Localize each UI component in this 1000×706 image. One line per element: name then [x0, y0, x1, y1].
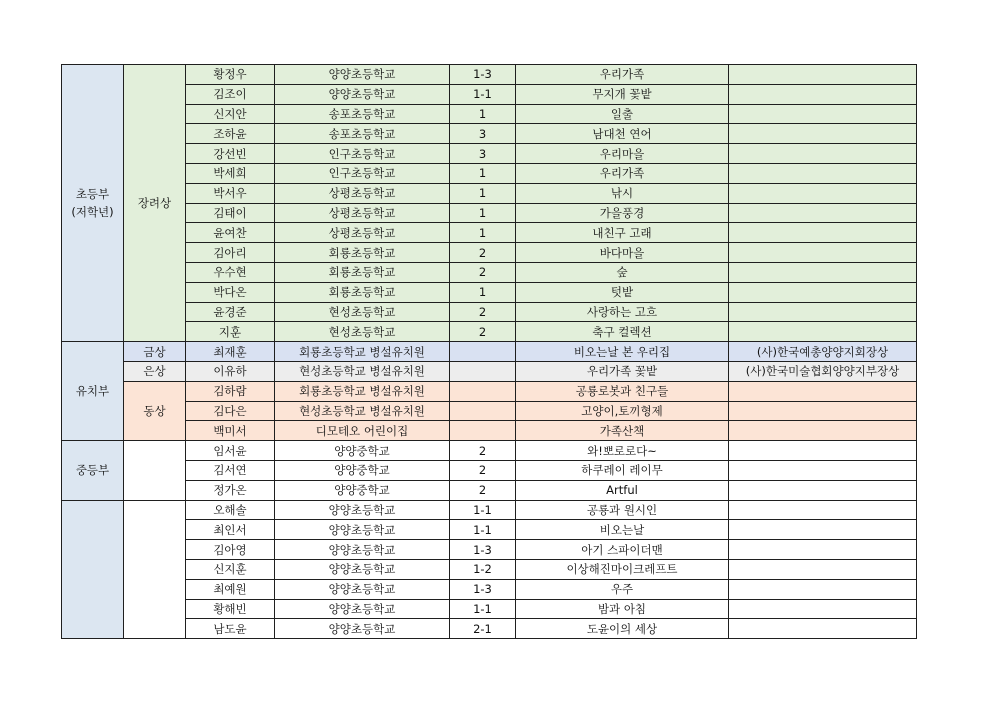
name-cell: 강선빈: [186, 144, 275, 164]
name-cell: 김다은: [186, 401, 275, 421]
school-cell: 양양중학교: [275, 480, 450, 500]
table-row: [62, 124, 917, 144]
name-cell: 이유하: [186, 361, 275, 381]
title-cell: 사랑하는 고흐: [516, 302, 729, 322]
title-cell: 와!뽀로로다~: [516, 441, 729, 461]
award-label: 금상: [143, 344, 166, 359]
name-cell: 박세희: [186, 163, 275, 183]
grade-cell: 1-3: [450, 540, 516, 560]
school-cell: 양양초등학교: [275, 579, 450, 599]
school-cell: 송포초등학교: [275, 124, 450, 144]
table-row: [62, 322, 917, 342]
division-cell-unlabeled: [62, 500, 124, 639]
title-cell: 우리가족: [516, 65, 729, 85]
grade-cell: [450, 421, 516, 441]
school-cell: 회룡초등학교: [275, 282, 450, 302]
school-cell: 양양초등학교: [275, 500, 450, 520]
division-cell-kindergarten: [62, 342, 124, 441]
name-cell: 최예원: [186, 579, 275, 599]
name-cell: 김아영: [186, 540, 275, 560]
award-cell-silver: [124, 361, 186, 381]
note-cell: [729, 421, 917, 441]
table-row: [62, 520, 917, 540]
table-row: [62, 302, 917, 322]
grade-cell: 1: [450, 183, 516, 203]
school-cell: 인구초등학교: [275, 144, 450, 164]
title-cell: 우주: [516, 579, 729, 599]
name-cell: 임서윤: [186, 441, 275, 461]
grade-cell: 1-2: [450, 559, 516, 579]
table-row: [62, 342, 917, 362]
note-cell: [729, 559, 917, 579]
title-cell: 비오는날: [516, 520, 729, 540]
school-cell: 현성초등학교 병설유치원: [275, 361, 450, 381]
title-cell: 밤과 아침: [516, 599, 729, 619]
title-cell: 비오는날 본 우리집: [516, 342, 729, 362]
school-cell: 상평초등학교: [275, 203, 450, 223]
note-cell: [729, 401, 917, 421]
grade-cell: 2: [450, 460, 516, 480]
grade-cell: 2: [450, 302, 516, 322]
school-cell: 회룡초등학교: [275, 243, 450, 263]
note-cell: [729, 124, 917, 144]
table-row: [62, 361, 917, 381]
school-cell: 양양초등학교: [275, 520, 450, 540]
name-cell: 박서우: [186, 183, 275, 203]
name-cell: 김조이: [186, 84, 275, 104]
grade-cell: [450, 401, 516, 421]
note-cell: [729, 480, 917, 500]
table-row: [62, 282, 917, 302]
name-cell: 지훈: [186, 322, 275, 342]
name-cell: 김태이: [186, 203, 275, 223]
title-cell: 일출: [516, 104, 729, 124]
school-cell: 송포초등학교: [275, 104, 450, 124]
school-cell: 양양초등학교: [275, 84, 450, 104]
school-cell: 인구초등학교: [275, 163, 450, 183]
school-cell: 디모테오 어린이집: [275, 421, 450, 441]
table-row: [62, 480, 917, 500]
name-cell: 최재훈: [186, 342, 275, 362]
note-cell: [729, 302, 917, 322]
grade-cell: 2: [450, 243, 516, 263]
division-sublabel: (저학년): [71, 205, 114, 220]
grade-cell: 1-1: [450, 520, 516, 540]
school-cell: 양양중학교: [275, 441, 450, 461]
title-cell: 공룡과 원시인: [516, 500, 729, 520]
division-label: 중등부: [75, 463, 110, 478]
table-row: [62, 163, 917, 183]
grade-cell: [450, 342, 516, 362]
name-cell: 신지안: [186, 104, 275, 124]
school-cell: 양양초등학교: [275, 65, 450, 85]
title-cell: 남대천 연어: [516, 124, 729, 144]
table-row: [62, 599, 917, 619]
school-cell: 회룡초등학교 병설유치원: [275, 342, 450, 362]
grade-cell: 2: [450, 441, 516, 461]
division-label: 유치부: [75, 384, 110, 399]
table-row: [62, 460, 917, 480]
division-label: 초등부: [75, 187, 110, 202]
table-row: [62, 223, 917, 243]
title-cell: 가을풍경: [516, 203, 729, 223]
awards-table: [61, 64, 917, 639]
note-cell: [729, 65, 917, 85]
name-cell: 오해솔: [186, 500, 275, 520]
title-cell: 바다마을: [516, 243, 729, 263]
school-cell: 회룡초등학교: [275, 262, 450, 282]
title-cell: 이상해진마이크레프트: [516, 559, 729, 579]
title-cell: 가족산책: [516, 421, 729, 441]
grade-cell: 1-1: [450, 84, 516, 104]
school-cell: 양양초등학교: [275, 540, 450, 560]
note-cell: [729, 183, 917, 203]
award-cell-bronze: [124, 381, 186, 440]
note-cell: [729, 441, 917, 461]
grade-cell: 1-3: [450, 65, 516, 85]
name-cell: 우수현: [186, 262, 275, 282]
title-cell: 하쿠레이 레이무: [516, 460, 729, 480]
school-cell: 상평초등학교: [275, 223, 450, 243]
note-cell: [729, 460, 917, 480]
school-cell: 양양중학교: [275, 460, 450, 480]
grade-cell: 2: [450, 262, 516, 282]
name-cell: 신지훈: [186, 559, 275, 579]
grade-cell: 1: [450, 163, 516, 183]
table-row: [62, 183, 917, 203]
name-cell: 정가온: [186, 480, 275, 500]
table-row: [62, 84, 917, 104]
school-cell: 회룡초등학교 병설유치원: [275, 381, 450, 401]
note-cell: [729, 322, 917, 342]
award-label: 동상: [143, 403, 166, 418]
name-cell: 최인서: [186, 520, 275, 540]
note-cell: [729, 144, 917, 164]
title-cell: 무지개 꽃밭: [516, 84, 729, 104]
award-cell-empty: [124, 441, 186, 500]
table-row: [62, 381, 917, 401]
name-cell: 백미서: [186, 421, 275, 441]
table-row: [62, 500, 917, 520]
name-cell: 조하윤: [186, 124, 275, 144]
note-cell: [729, 520, 917, 540]
note-cell: [729, 282, 917, 302]
name-cell: 윤여찬: [186, 223, 275, 243]
title-cell: 고양이,토끼형제: [516, 401, 729, 421]
school-cell: 현성초등학교: [275, 322, 450, 342]
note-cell: [729, 84, 917, 104]
name-cell: 윤경준: [186, 302, 275, 322]
name-cell: 김아리: [186, 243, 275, 263]
table-row: [62, 421, 917, 441]
note-cell: [729, 579, 917, 599]
name-cell: 김서연: [186, 460, 275, 480]
table-row: [62, 579, 917, 599]
title-cell: 우리마을: [516, 144, 729, 164]
grade-cell: 1-1: [450, 500, 516, 520]
grade-cell: 1: [450, 203, 516, 223]
table-row: [62, 144, 917, 164]
title-cell: 내친구 고래: [516, 223, 729, 243]
note-cell: [729, 540, 917, 560]
note-cell: [729, 223, 917, 243]
table-row: [62, 203, 917, 223]
school-cell: 현성초등학교 병설유치원: [275, 401, 450, 421]
grade-cell: 1: [450, 282, 516, 302]
title-cell: 우리가족: [516, 163, 729, 183]
title-cell: 텃밭: [516, 282, 729, 302]
note-cell: [729, 203, 917, 223]
table-row: [62, 441, 917, 461]
grade-cell: [450, 361, 516, 381]
table-row: [62, 262, 917, 282]
grade-cell: 1: [450, 223, 516, 243]
award-cell-encouragement: [124, 65, 186, 342]
note-cell: [729, 381, 917, 401]
note-cell: [729, 599, 917, 619]
table-row: [62, 540, 917, 560]
school-cell: 현성초등학교: [275, 302, 450, 322]
note-cell: [729, 104, 917, 124]
name-cell: 남도윤: [186, 619, 275, 639]
name-cell: 박다온: [186, 282, 275, 302]
title-cell: 도윤이의 세상: [516, 619, 729, 639]
school-cell: 양양초등학교: [275, 559, 450, 579]
table-row: [62, 559, 917, 579]
table-row: [62, 619, 917, 639]
title-cell: Artful: [516, 480, 729, 500]
title-cell: 숲: [516, 262, 729, 282]
note-cell: [729, 163, 917, 183]
title-cell: 우리가족 꽃밭: [516, 361, 729, 381]
grade-cell: 3: [450, 124, 516, 144]
title-cell: 축구 컬렉션: [516, 322, 729, 342]
school-cell: 상평초등학교: [275, 183, 450, 203]
name-cell: 황정우: [186, 65, 275, 85]
note-cell: (사)한국미술협회양양지부장상: [729, 361, 917, 381]
grade-cell: 1: [450, 104, 516, 124]
note-cell: [729, 500, 917, 520]
school-cell: 양양초등학교: [275, 599, 450, 619]
table-row: [62, 401, 917, 421]
division-cell-middle: [62, 441, 124, 500]
school-cell: 양양초등학교: [275, 619, 450, 639]
award-cell-gold: [124, 342, 186, 362]
award-cell-empty: [124, 500, 186, 639]
award-label: 은상: [143, 364, 166, 379]
note-cell: [729, 619, 917, 639]
division-cell-elementary-lower: [62, 65, 124, 342]
name-cell: 황해빈: [186, 599, 275, 619]
grade-cell: 2: [450, 322, 516, 342]
award-label: 장려상: [137, 196, 172, 211]
name-cell: 김하람: [186, 381, 275, 401]
grade-cell: 1-1: [450, 599, 516, 619]
title-cell: 아기 스파이더맨: [516, 540, 729, 560]
grade-cell: [450, 381, 516, 401]
note-cell: [729, 262, 917, 282]
table-row: [62, 104, 917, 124]
note-cell: (사)한국예총양양지회장상: [729, 342, 917, 362]
table-row: [62, 243, 917, 263]
grade-cell: 3: [450, 144, 516, 164]
note-cell: [729, 243, 917, 263]
title-cell: 낚시: [516, 183, 729, 203]
title-cell: 공룡로봇과 친구들: [516, 381, 729, 401]
grade-cell: 2-1: [450, 619, 516, 639]
table-row: [62, 65, 917, 85]
grade-cell: 2: [450, 480, 516, 500]
grade-cell: 1-3: [450, 579, 516, 599]
